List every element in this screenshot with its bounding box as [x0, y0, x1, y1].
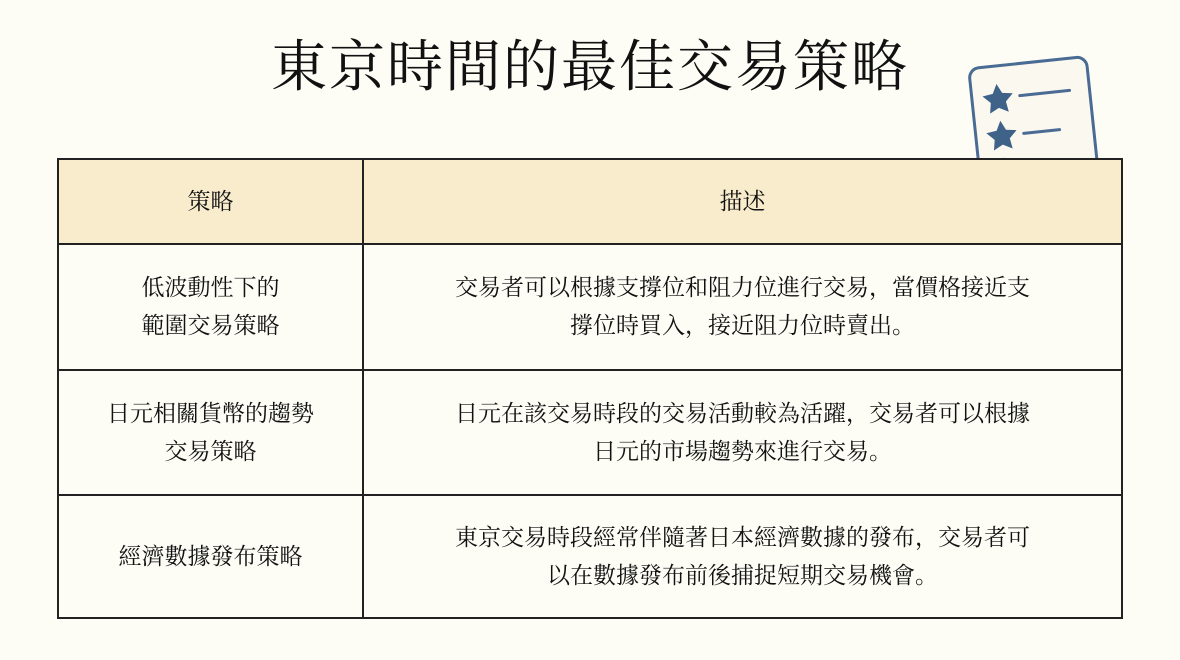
row-3-strategy: 經濟數據發布策略 — [59, 496, 364, 617]
header-strategy: 策略 — [59, 160, 364, 245]
page-title: 東京時間的最佳交易策略 — [271, 35, 909, 100]
row-2-description: 日元在該交易時段的交易活動較為活躍，交易者可以根據 日元的市場趨勢來進行交易。 — [364, 371, 1121, 496]
row-1-strategy: 低波動性下的 範圍交易策略 — [59, 245, 364, 371]
header-description: 描述 — [364, 160, 1121, 245]
row-2-strategy: 日元相關貨幣的趨勢 交易策略 — [59, 371, 364, 496]
row-1-description: 交易者可以根據支撐位和阻力位進行交易，當價格接近支 撐位時買入，接近阻力位時賣出。 — [364, 245, 1121, 371]
strategy-table — [57, 158, 1123, 619]
row-3-description: 東京交易時段經常伴隨著日本經濟數據的發布，交易者可 以在數據發布前後捕捉短期交易機會。 — [455, 524, 1030, 589]
